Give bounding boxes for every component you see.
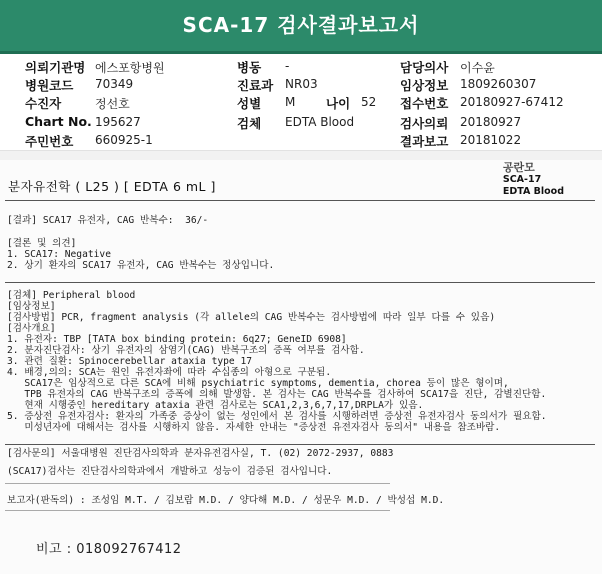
detail-line: [검체] Peripheral blood xyxy=(7,290,136,301)
label-report-date: 결과보고 xyxy=(400,134,449,149)
detail-line: [검사개요] xyxy=(7,323,56,334)
label-ward: 병동 xyxy=(237,60,262,75)
conclusion-item: 1. SCA17: Negative xyxy=(7,249,111,260)
value-hospital-code: 70349 xyxy=(95,77,134,91)
rule xyxy=(5,510,390,511)
disclaimer-line: (SCA17)검사는 진단검사의학과에서 개발하고 성능이 검증된 검사입니다. xyxy=(7,466,333,477)
report-title: SCA-17 검사결과보고서 xyxy=(182,13,420,37)
detail-line: 2. 분자진단검사: 상기 유전자의 삼염기(CAG) 반복구조의 증폭 여부를 검사함. xyxy=(7,345,365,356)
specimen-corner-label xyxy=(503,162,564,198)
value-sex: M xyxy=(285,95,296,109)
reporters-line: 보고자(판독의) : 조성임 M.T. / 김보람 M.D. / 양다해 M.D. / 성문우 M.D. / 박성섭 M.D. xyxy=(7,495,445,506)
value-chart-no: 195627 xyxy=(95,115,141,129)
detail-line: TPB 유전자의 CAG 반복구조의 증폭에 의해 발생함. 본 검사는 CAG 반복수를 검사하여 SCA17을 진단, 감별진단함. xyxy=(7,389,547,400)
value-request-date: 20180927 xyxy=(460,115,522,129)
conclusion-heading: [결론 및 의견] xyxy=(7,238,77,249)
label-resident-no: 주민번호 xyxy=(25,134,74,149)
value-specimen: EDTA Blood xyxy=(285,115,355,129)
label-specimen: 검체 xyxy=(237,116,262,131)
value-ward: - xyxy=(285,59,290,73)
result-line: [결과] SCA17 유전자, CAG 반복수: 36/- xyxy=(7,215,209,226)
value-receipt-no: 20180927-67412 xyxy=(460,95,564,109)
detail-line: 5. 증상전 유전자검사: 환자의 가족중 증상이 없는 성인에서 본 검사를 시행하려면 증상전 유전자검사 동의서가 필요함. xyxy=(7,411,547,422)
conclusion-item: 2. 상기 환자의 SCA17 유전자, CAG 반복수는 정상입니다. xyxy=(7,260,275,271)
value-patient: 정선호 xyxy=(95,97,130,111)
rule xyxy=(5,444,595,445)
label-requesting-institution: 의뢰기관명 xyxy=(25,60,86,75)
corner-test-name: SCA-17 xyxy=(502,174,542,185)
label-patient: 수진자 xyxy=(25,96,62,111)
label-clinical-info: 임상정보 xyxy=(400,78,449,93)
label-receipt-no: 접수번호 xyxy=(400,96,449,111)
label-request-date: 검사의뢰 xyxy=(400,116,449,131)
detail-line: [임상정보] xyxy=(7,301,56,312)
label-sex: 성별 xyxy=(237,96,262,111)
rule xyxy=(5,200,595,201)
rule xyxy=(5,282,595,283)
detail-line: [검사방법] PCR, fragment analysis (각 allele의 CAG 반복수는 검사방법에 따라 일부 다를 수 있음) xyxy=(7,312,496,323)
inquiry-line: [검사문의] 서울대병원 진단검사의학과 분자유전검사실, T. (02) 2072-2937, 0883 xyxy=(7,448,394,459)
detail-line: 4. 배경,의의: SCA는 원인 유전자좌에 따라 수십종의 아형으로 구분됨. xyxy=(7,367,332,378)
rule xyxy=(5,483,390,484)
label-chart-no: Chart No. xyxy=(25,114,92,129)
section-title: 분자유전학 ( L25 ) [ EDTA 6 mL ] xyxy=(8,179,216,194)
scanned-report xyxy=(0,160,602,574)
detail-line: 3. 관련 질환: Spinocerebellar ataxia type 17 xyxy=(7,356,253,367)
value-report-date: 20181022 xyxy=(460,133,522,147)
corner-cut-text: 공란모 xyxy=(502,161,535,174)
value-physician: 이수윤 xyxy=(460,61,495,75)
report-header xyxy=(0,0,602,54)
label-physician: 담당의사 xyxy=(400,60,449,75)
value-clinical-info: 1809260307 xyxy=(460,77,537,91)
value-department: NR03 xyxy=(285,77,318,91)
detail-line: 미성년자에 대해서는 검사를 시행하지 않음. 자세한 안내는 "증상전 유전자검사 동의서" 내용을 참조바람. xyxy=(7,422,501,433)
patient-info-panel xyxy=(0,56,602,148)
corner-specimen: EDTA Blood xyxy=(502,186,564,197)
label-hospital-code: 병원코드 xyxy=(25,78,74,93)
detail-line: 현재 시행중인 hereditary ataxia 관련 검사로는 SCA1,2,3,6,7,17,DRPLA가 있음. xyxy=(7,400,424,411)
detail-line: SCA17은 임상적으로 다른 SCA에 비해 psychiatric symptoms, dementia, chorea 등이 많은 형이며, xyxy=(7,378,509,389)
remark: 비고 : 018092767412 xyxy=(36,542,182,557)
value-resident-no: 660925-1 xyxy=(95,133,153,147)
detail-line: 1. 유전자: TBP [TATA box binding protein: 6q27; GeneID 6908] xyxy=(7,334,347,345)
label-department: 진료과 xyxy=(237,78,274,93)
label-age: 나이 xyxy=(326,96,351,111)
value-age: 52 xyxy=(361,95,377,109)
value-requesting-institution: 에스포항병원 xyxy=(95,61,165,75)
